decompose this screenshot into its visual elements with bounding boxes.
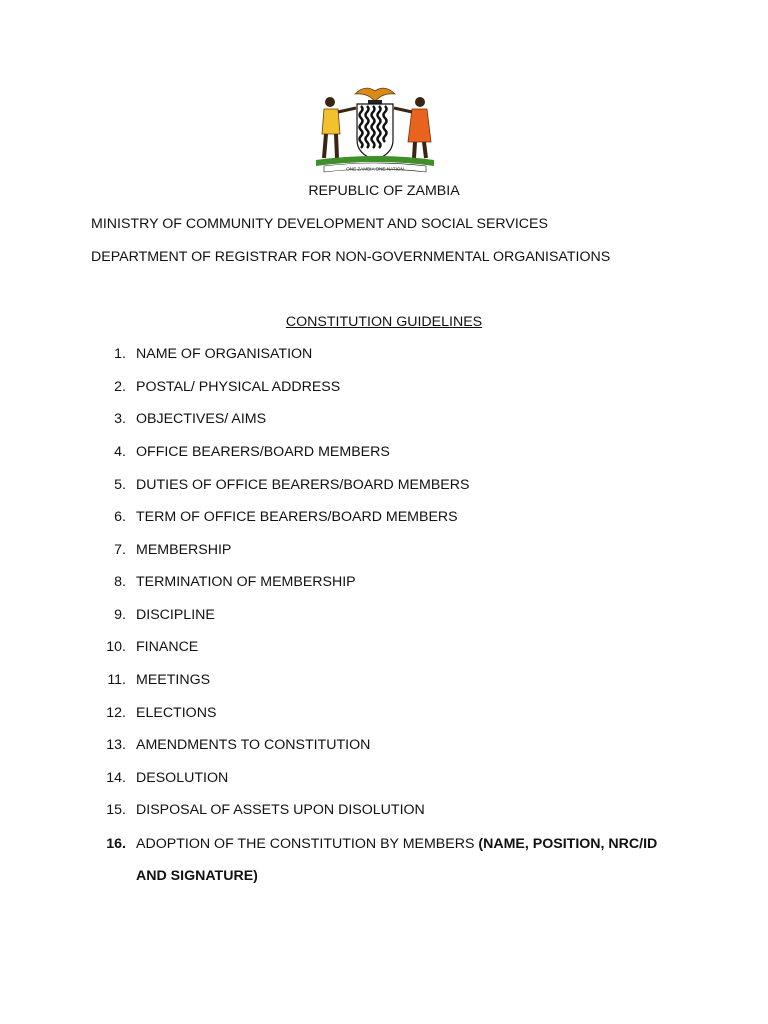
- list-item-text: TERM OF OFFICE BEARERS/BOARD MEMBERS: [136, 509, 458, 525]
- list-item-number: 6.: [114, 509, 126, 525]
- list-item-text: DISCIPLINE: [136, 607, 215, 623]
- list-item-text: TERMINATION OF MEMBERSHIP: [136, 574, 356, 590]
- list-item-number: 15.: [106, 802, 126, 818]
- list-item-text: POSTAL/ PHYSICAL ADDRESS: [136, 379, 341, 395]
- ministry-heading: MINISTRY OF COMMUNITY DEVELOPMENT AND SOCIAL SERVICES: [91, 216, 548, 232]
- list-item-number: 4.: [114, 444, 126, 460]
- list-item-text: DISPOSAL OF ASSETS UPON DISOLUTION: [136, 802, 425, 818]
- list-item-text: OFFICE BEARERS/BOARD MEMBERS: [136, 444, 390, 460]
- list-item-text: ELECTIONS: [136, 705, 217, 721]
- list-item-number: 13.: [106, 737, 126, 753]
- list-item-text-bold: (NAME, POSITION, NRC/ID: [478, 836, 658, 852]
- list-item-text: NAME OF ORGANISATION: [136, 346, 313, 362]
- republic-heading: REPUBLIC OF ZAMBIA: [308, 183, 460, 199]
- list-item-number: 14.: [106, 770, 126, 786]
- list-item-text: DESOLUTION: [136, 770, 229, 786]
- list-item-number: 16.: [106, 836, 126, 852]
- list-item-number: 2.: [114, 379, 126, 395]
- list-item-number: 12.: [106, 705, 126, 721]
- list-item-text: AMENDMENTS TO CONSTITUTION: [136, 737, 371, 753]
- list-item-number: 1.: [114, 346, 126, 362]
- list-item-text: [136, 835, 657, 853]
- list-item-number: 8.: [114, 574, 126, 590]
- department-heading: DEPARTMENT OF REGISTRAR FOR NON-GOVERNMENTAL ORGANISATIONS: [91, 249, 611, 265]
- list-item-text-plain: ADOPTION OF THE CONSTITUTION BY MEMBERS: [136, 836, 479, 852]
- list-item-text: MEMBERSHIP: [136, 542, 232, 558]
- list-item-number: 11.: [107, 672, 126, 688]
- list-item-number: 10.: [106, 639, 126, 655]
- list-item-number: 5.: [114, 477, 126, 493]
- list-item-text: DUTIES OF OFFICE BEARERS/BOARD MEMBERS: [136, 477, 470, 493]
- list-item-text: OBJECTIVES/ AIMS: [136, 411, 267, 427]
- list-item-text: FINANCE: [136, 639, 199, 655]
- list-item-number: 7.: [114, 542, 126, 558]
- list-item-continuation-text: AND SIGNATURE): [136, 868, 258, 884]
- list-item-number: 3.: [114, 411, 126, 427]
- list-item-text: MEETINGS: [136, 672, 211, 688]
- motto-text: ONE ZAMBIA ONE NATION: [346, 166, 404, 172]
- coat-of-arms-icon: [310, 82, 440, 174]
- list-item-number: 9.: [114, 607, 126, 623]
- document-title: CONSTITUTION GUIDELINES: [285, 314, 483, 330]
